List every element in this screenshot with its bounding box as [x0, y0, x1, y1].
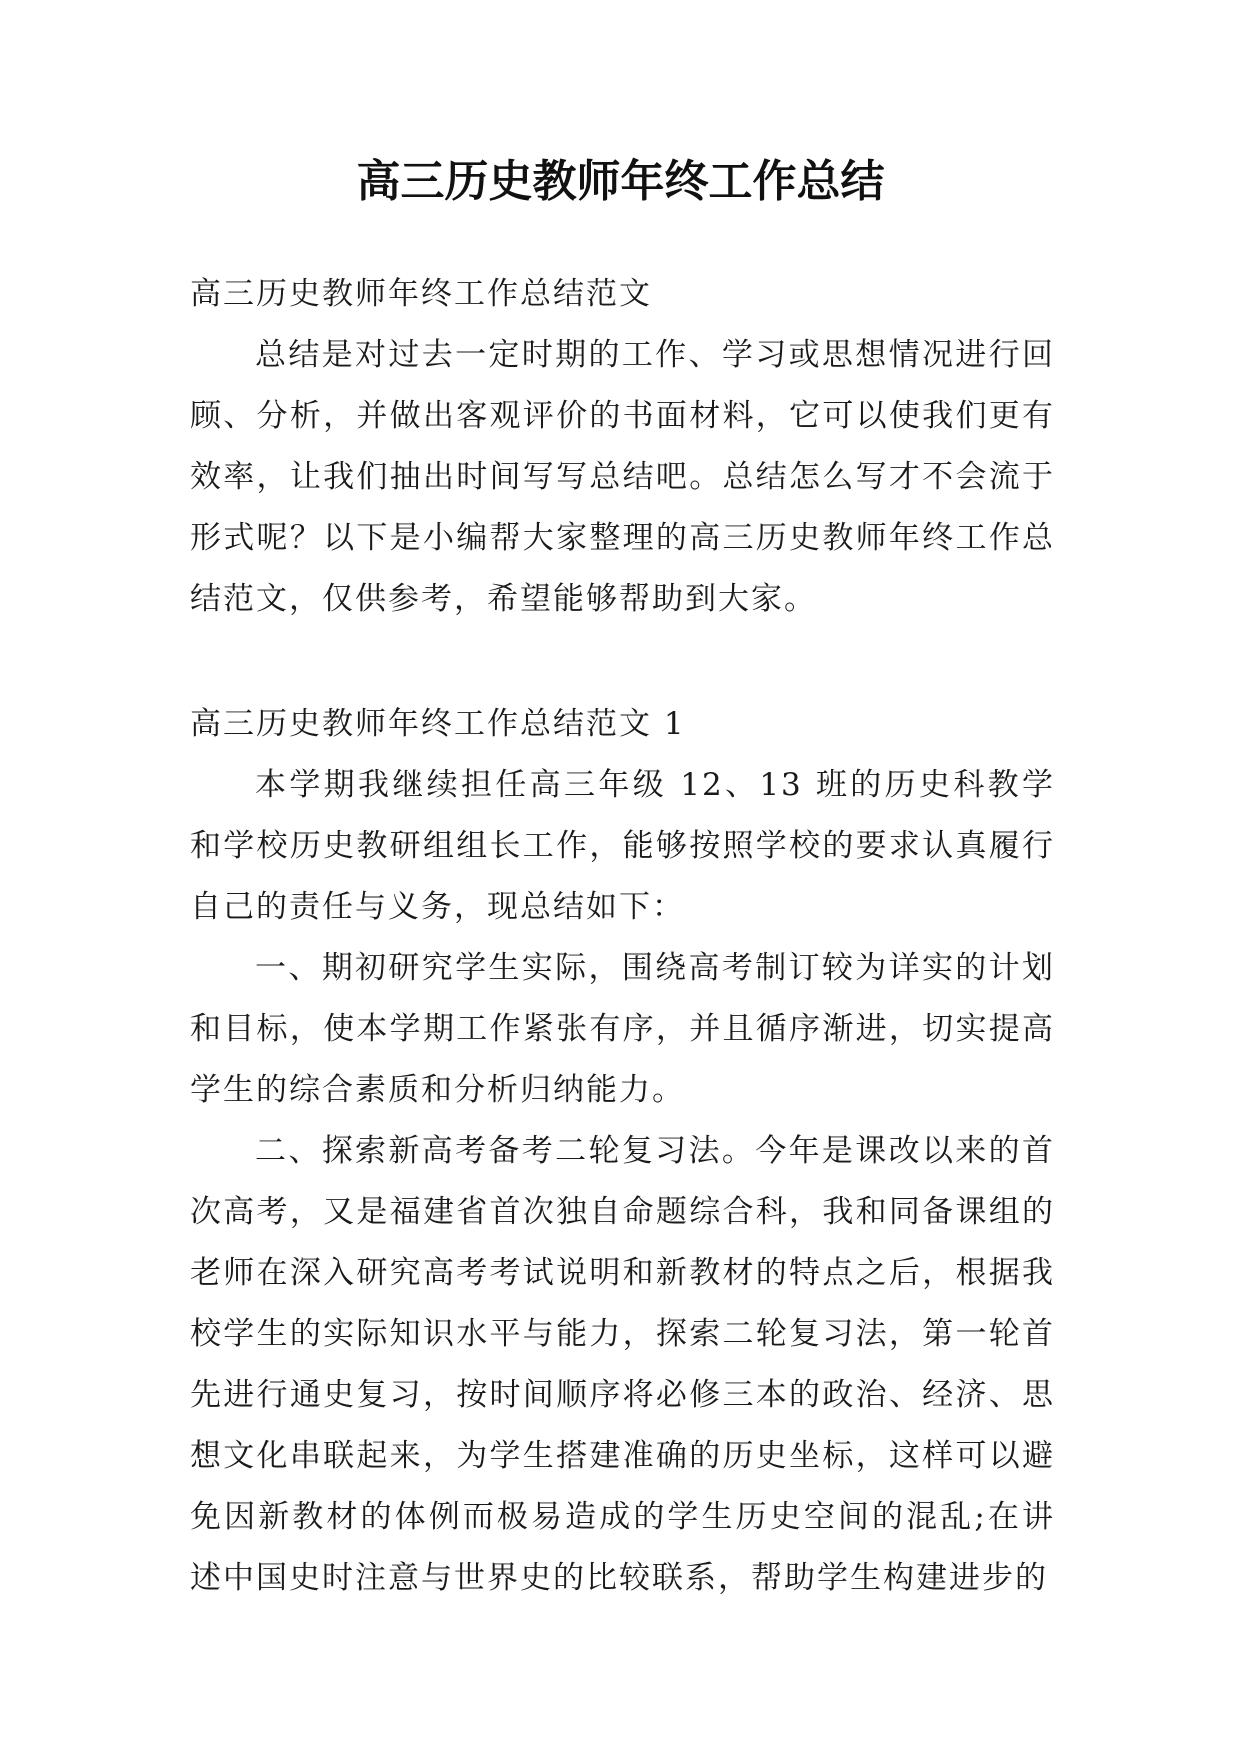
intro-heading: 高三历史教师年终工作总结范文 [190, 276, 652, 312]
intro-section [190, 264, 1055, 630]
section-1 [190, 694, 1055, 1609]
section-1-heading: 高三历史教师年终工作总结范文 1 [190, 706, 686, 742]
document-title: 高三历史教师年终工作总结 [356, 156, 885, 207]
section-1-paragraph: 一、期初研究学生实际，围绕高考制订较为详实的计划和目标，使本学期工作紧张有序，并且循序渐进，切实提高学生的综合素质和分析归纳能力。 [190, 950, 1055, 1108]
intro-paragraph: 总结是对过去一定时期的工作、学习或思想情况进行回顾、分析，并做出客观评价的书面材料，它可以使我们更有效率，让我们抽出时间写写总结吧。总结怎么写才不会流于形式呢？以下是小编帮大家整理的高三历史教师年终工作总结范文，仅供参考，希望能够帮助到大家。 [190, 337, 1055, 617]
section-1-paragraph: 二、探索新高考备考二轮复习法。今年是课改以来的首次高考，又是福建省首次独自命题综合科，我和同备课组的老师在深入研究高考考试说明和新教材的特点之后，根据我校学生的实际知识水平与能力，探索二轮复习法，第一轮首先进行通史复习，按时间顺序将必修三本的政治、经济、思想文化串联起来，为学生搭建准确的历史坐标，这样可以避免因新教材的体例而极易造成的学生历史空间的混乱;在讲述中国史时注意与世界史的比较联系，帮助学生构建进步的 [190, 1133, 1055, 1596]
section-1-paragraph: 本学期我继续担任高三年级 12、13 班的历史科教学和学校历史教研组组长工作，能够按照学校的要求认真履行自己的责任与义务，现总结如下： [190, 767, 1055, 925]
